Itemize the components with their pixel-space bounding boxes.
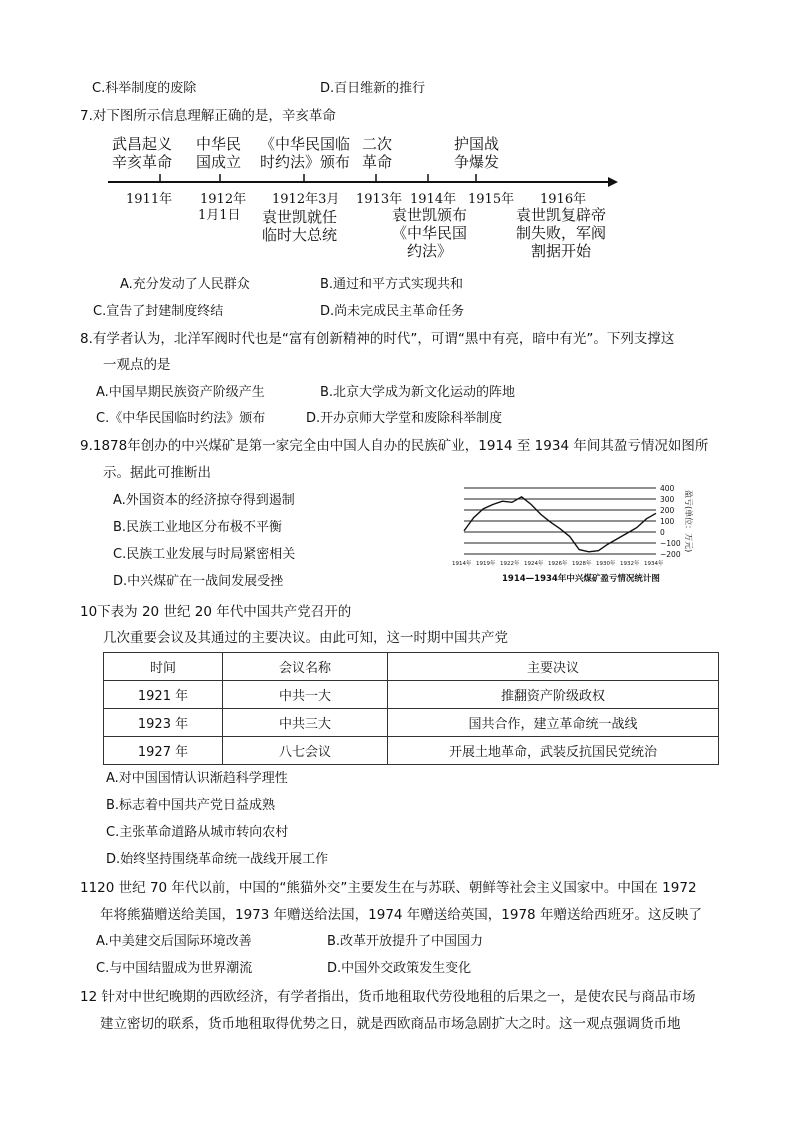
q12-stem-line1: 12 针对中世纪晚期的西欧经济，有学者指出，货币地租取代劳役地租的后果之一，是使农民与商品市场 xyxy=(80,989,696,1005)
q9-chart xyxy=(452,482,718,597)
chart-y-tick-label: 400 xyxy=(660,484,675,493)
timeline-year-1911: 1911年 xyxy=(126,192,173,207)
chart-y-tick-label: 0 xyxy=(660,528,665,537)
q8-option-c: C.《中华民国临时约法》颁布 xyxy=(96,411,266,426)
chart-y-axis-label: 盈亏(单位：万元) xyxy=(684,490,693,553)
q9-option-c: C.民族工业发展与时局紧密相关 xyxy=(113,547,296,562)
q11-option-b: B.改革开放提升了中国国力 xyxy=(327,934,484,949)
q10-option-c: C.主张革命道路从城市转向农村 xyxy=(106,825,289,840)
chart-y-tick-label: 200 xyxy=(660,506,675,515)
chart-y-tick-label: 300 xyxy=(660,495,675,504)
table-header-resolution: 主要决议 xyxy=(388,653,719,681)
q9-option-d: D.中兴煤矿在一战间发展受挫 xyxy=(113,574,284,589)
q10-table xyxy=(103,652,719,765)
q7-option-b: B.通过和平方式实现共和 xyxy=(320,277,464,292)
q9-option-a: A.外国资本的经济掠夺得到遏制 xyxy=(113,493,295,508)
q10-stem-line1: 10下表为 20 世纪 20 年代中国共产党召开的 xyxy=(80,604,352,620)
table-row xyxy=(104,737,719,765)
chart-y-tick-label: 100 xyxy=(660,517,675,526)
table-cell-time: 1923 年 xyxy=(104,709,223,737)
chart-x-tick-label: 1934年 xyxy=(644,561,664,567)
q9-stem-line2: 示。据此可推断出 xyxy=(103,465,211,481)
table-cell-meeting: 八七会议 xyxy=(223,737,388,765)
chart-x-tick-label: 1928年 xyxy=(572,561,592,567)
chart-y-tick-label: −100 xyxy=(660,539,681,548)
table-header-row xyxy=(104,653,719,681)
q11-option-c: C.与中国结盟成为世界潮流 xyxy=(96,961,253,976)
q6-option-c: C.科举制度的废除 xyxy=(92,81,197,96)
q7-option-a: A.充分发动了人民群众 xyxy=(120,277,250,292)
q6-option-d: D.百日维新的推行 xyxy=(320,81,426,96)
q11-option-a: A.中美建交后国际环境改善 xyxy=(96,934,252,949)
q7-option-d: D.尚未完成民主革命任务 xyxy=(320,304,465,319)
table-row xyxy=(104,681,719,709)
chart-series-line xyxy=(464,497,656,552)
timeline-year-1912-march: 1912年3月 xyxy=(272,192,340,207)
timeline-event-yuan-constitution: 袁世凯颁布 《中华民国 约法》 xyxy=(392,206,468,260)
chart-x-tick-label: 1922年 xyxy=(500,561,520,567)
q7-stem: 7.对下图所示信息理解正确的是，辛亥革命 xyxy=(80,108,336,124)
chart-y-tick-label: −200 xyxy=(660,550,681,559)
q8-option-d: D.开办京师大学堂和废除科举制度 xyxy=(306,411,503,426)
table-cell-resolution: 开展土地革命，武装反抗国民党统治 xyxy=(388,737,719,765)
timeline-event-yuan-president: 袁世凯就任 临时大总统 xyxy=(262,208,338,244)
table-cell-resolution: 国共合作，建立革命统一战线 xyxy=(388,709,719,737)
timeline-year-1913: 1913年 xyxy=(356,192,403,207)
chart-x-tick-label: 1919年 xyxy=(476,561,496,567)
table-cell-time: 1927 年 xyxy=(104,737,223,765)
q11-stem-line1: 1120 世纪 70 年代以前，中国的“熊猫外交”主要发生在与苏联、朝鲜等社会主义国家中。中国在 1972 xyxy=(80,880,697,896)
q8-option-b: B.北京大学成为新文化运动的阵地 xyxy=(320,385,516,400)
q7-option-c: C.宣告了封建制度终结 xyxy=(93,304,224,319)
q9-option-b: B.民族工业地区分布极不平衡 xyxy=(113,520,283,535)
q9-chart-svg xyxy=(452,482,718,597)
timeline-event-second-revolution: 二次 革命 xyxy=(362,135,393,171)
chart-x-tick-label: 1924年 xyxy=(524,561,544,567)
chart-x-tick-label: 1932年 xyxy=(620,561,640,567)
q8-stem-line2: 一观点的是 xyxy=(103,357,171,373)
table-cell-meeting: 中共一大 xyxy=(223,681,388,709)
timeline-event-roc-founded: 中华民 国成立 xyxy=(196,135,242,171)
table-header-time: 时间 xyxy=(104,653,223,681)
timeline-year-1912: 1912年 xyxy=(200,192,247,207)
timeline-event-national-protection-war: 护国战 争爆发 xyxy=(454,135,500,171)
q8-option-a: A.中国早期民族资产阶级产生 xyxy=(96,385,265,400)
q12-stem-line2: 建立密切的联系，货币地租取得优势之日，就是西欧商品市场急剧扩大之时。这一观点强调货币地 xyxy=(100,1016,681,1032)
timeline-year-1914: 1914年 xyxy=(410,192,457,207)
q7-timeline-figure xyxy=(108,130,628,290)
q9-stem-line1: 9.1878年创办的中兴煤矿是第一家完全由中国人自办的民族矿业，1914 至 1934 年间其盈亏情况如图所 xyxy=(80,438,709,454)
q10-option-a: A.对中国国情认识渐趋科学理性 xyxy=(106,771,288,786)
chart-x-tick-label: 1926年 xyxy=(548,561,568,567)
table-cell-resolution: 推翻资产阶级政权 xyxy=(388,681,719,709)
q11-option-d: D.中国外交政策发生变化 xyxy=(327,961,472,976)
table-row xyxy=(104,709,719,737)
q8-stem-line1: 8.有学者认为，北洋军阀时代也是“富有创新精神的时代”，可谓“黑中有亮，暗中有光”。下列支撑这 xyxy=(80,331,675,347)
timeline-event-yuan-monarchy-failed: 袁世凯复辟帝 制失败，军阀 割据开始 xyxy=(516,206,607,260)
q11-stem-line2: 年将熊猫赠送给美国，1973 年赠送给法国，1974 年赠送给英国，1978 年赠送给西班牙。这反映了 xyxy=(100,907,702,923)
table-cell-time: 1921 年 xyxy=(104,681,223,709)
timeline-date-jan1: 1月1日 xyxy=(198,208,241,223)
q10-option-b: B.标志着中国共产党日益成熟 xyxy=(106,798,276,813)
chart-x-tick-label: 1914年 xyxy=(452,561,472,567)
chart-x-tick-label: 1930年 xyxy=(596,561,616,567)
chart-title: 1914—1934年中兴煤矿盈亏情况统计图 xyxy=(502,574,660,584)
table-cell-meeting: 中共三大 xyxy=(223,709,388,737)
timeline-year-1915: 1915年 xyxy=(468,192,515,207)
table-header-meeting: 会议名称 xyxy=(223,653,388,681)
q10-stem-line2: 几次重要会议及其通过的主要决议。由此可知，这一时期中国共产党 xyxy=(103,630,508,646)
q10-option-d: D.始终坚持围绕革命统一战线开展工作 xyxy=(106,852,329,867)
timeline-year-1916: 1916年 xyxy=(540,192,587,207)
timeline-event-wuchang: 武昌起义 辛亥革命 xyxy=(112,135,173,171)
timeline-event-provisional-constitution: 《中华民国临 时约法》颁布 xyxy=(260,135,351,171)
